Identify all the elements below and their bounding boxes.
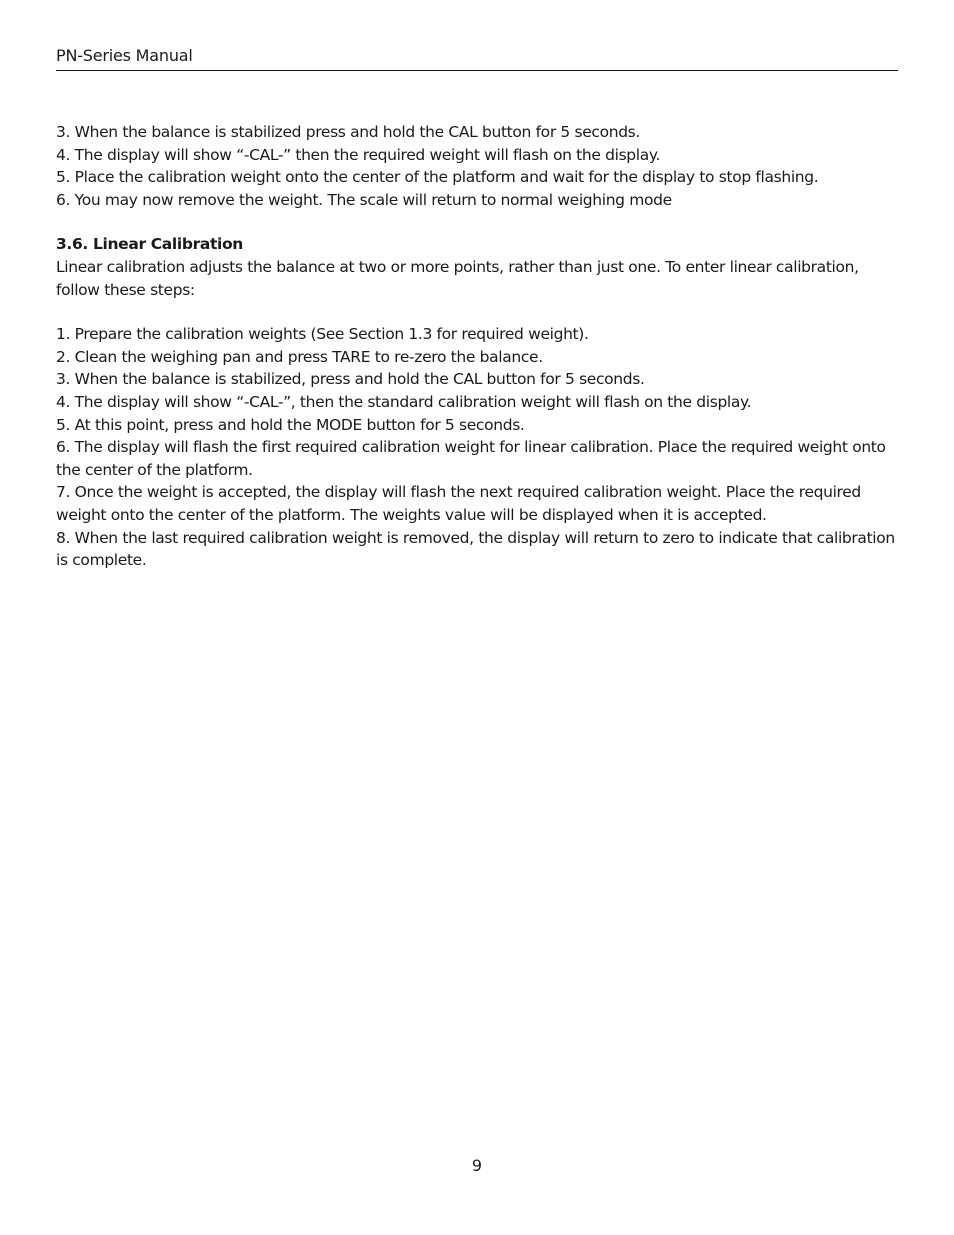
step-item: 4. The display will show “-CAL-” then the required weight will flash on the display. (56, 145, 661, 164)
linear-step-item: 5. At this point, press and hold the MODE button for 5 seconds. (56, 415, 525, 434)
section-heading: 3.6. Linear Calibration (56, 235, 243, 254)
linear-step-item: 2. Clean the weighing pan and press TARE to re-zero the balance. (56, 347, 543, 366)
page-body (56, 121, 898, 572)
linear-step-item: 7. Once the weight is accepted, the display will flash the next required calibration weight. Place the required weight onto the center of the platform. The weights value will be displayed when it is accepted. (56, 483, 861, 524)
running-header: PN-Series Manual (56, 46, 193, 65)
step-item: 3. When the balance is stabilized press and hold the CAL button for 5 seconds. (56, 123, 640, 141)
spacer (56, 211, 898, 233)
section-intro: Linear calibration adjusts the balance at two or more points, rather than just one. To enter linear calibration, follow these steps: (56, 257, 859, 299)
header-divider (56, 70, 898, 71)
page-number: 9 (471, 1156, 483, 1175)
step-item: 6. You may now remove the weight. The scale will return to normal weighing mode (56, 190, 672, 209)
linear-step-item: 4. The display will show “-CAL-”, then the standard calibration weight will flash on the display. (56, 392, 752, 411)
linear-step-item: 8. When the last required calibration weight is removed, the display will return to zero to indicate that calibration is complete. (56, 528, 895, 570)
step-item: 5. Place the calibration weight onto the center of the platform and wait for the display to stop flashing. (56, 168, 819, 187)
linear-step-item: 6. The display will flash the first required calibration weight for linear calibration. Place the required weight onto the center of the platform. (56, 438, 886, 479)
spacer (56, 301, 898, 323)
linear-step-item: 3. When the balance is stabilized, press and hold the CAL button for 5 seconds. (56, 370, 645, 389)
linear-step-item: 1. Prepare the calibration weights (See Section 1.3 for required weight). (56, 325, 589, 344)
